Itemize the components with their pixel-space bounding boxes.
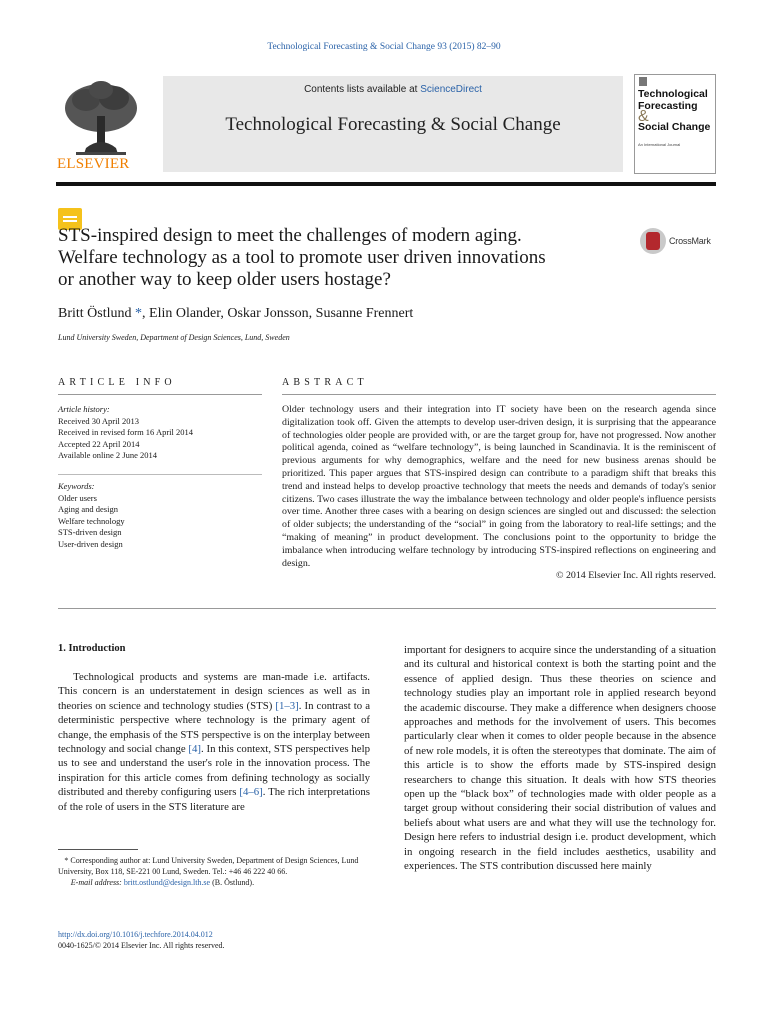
text-run: . In this context, STS perspectives help us to see and understand the user's role in the innovation process. The inspiration for this article comes from defining technology as socially distributed and thereby configuring users [58,743,370,799]
title-line-1: STS-inspired design to meet the challenges of modern aging. [58,225,522,246]
author-list [58,306,413,322]
article-title [58,225,618,291]
cover-line-1: Technological [638,88,708,100]
keyword-item: Welfare technology [58,515,125,526]
keyword-item: Aging and design [58,504,118,514]
keyword-item: STS-driven design [58,527,122,537]
doi-link[interactable]: http://dx.doi.org/10.1016/j.techfore.2014.04.012 [58,930,213,939]
corresponding-star[interactable]: * [131,306,143,321]
cover-title [638,89,710,134]
abstract-body [282,404,716,583]
history-online: Available online 2 June 2014 [58,450,157,460]
body-column-left [58,670,370,814]
journal-banner [163,76,623,172]
contents-prefix: Contents lists available at [304,84,421,95]
text-run: . The rich interpretations of the role of users in the STS literature are [58,786,370,813]
abstract-bottom-rule [58,608,716,609]
publisher-name: ELSEVIER [57,156,130,172]
abstract-heading: ABSTRACT [282,377,368,388]
article-history [58,404,262,462]
history-revised: Received in revised form 16 April 2014 [58,427,194,437]
doi-block [58,930,225,952]
corresponding-author-note: * Corresponding author at: Lund University Sweden, Department of Design Sciences, Lund University, Box 118, SE-221 00 Lund, Sweden. Tel.: +46 46 222 40 66. [58,856,359,876]
abstract-copyright: © 2014 Elsevier Inc. All rights reserved. [556,570,716,582]
history-label: Article history: [58,404,110,414]
keyword-item: User-driven design [58,538,123,549]
journal-reference[interactable]: Technological Forecasting & Social Change 93 (2015) 82–90 [267,42,501,52]
history-received: Received 30 April 2013 [58,415,139,426]
author-corresponding[interactable]: Britt Östlund [58,306,132,321]
keywords [58,481,262,550]
email-suffix: (B. Östlund). [210,877,255,887]
journal-cover-thumbnail[interactable] [634,74,716,174]
citation-link[interactable]: [4–6] [239,786,263,799]
affiliation: Lund University Sweden, Department of Design Sciences, Lund, Sweden [58,333,290,342]
keywords-label: Keywords: [58,481,95,491]
sciencedirect-link[interactable]: ScienceDirect [420,84,482,95]
abstract-rule [282,394,716,395]
abstract-text: Older technology users and their integration into IT society have been on the research agenda since digitalization took off. Given the attempts to develop user-driven design, it is surprising that the appearance of technologies older people are provided with, or are the target group for, have not progressed. Now another political agenda, coined as “welfare technology”, is being launched in Scandinavia. It is the reminiscent of previous arguments for why demographics, welfare and the need for new business arenas should be prioritized. This paper argues that STS-inspired design can contribute to a paradigm shift that breaks this trend and instead helps to develop proactive technology that meets the needs and demands of today's senior citizens. Two cases illustrate the way the imbalance between technology and older people's influence persists over time. Another three cases with a bearing on design sciences are singled out and discussed: the selection of older subjects; the understanding of the “social” in going from the laboratory to real-life settings; and the “making of meaning” in product development. The conclusions point to the opportunity to bridge the imbalance when introducing welfare technology by introducing STS-inspired reflections on engineering and design. [282,404,716,569]
text-run: Technological products and systems are man-made i.e. artifacts. This concern is an understatement in design sciences as well as in theories on science and technology studies (STS) [58,671,370,712]
issn-line: 0040-1625/© 2014 Elsevier Inc. All rights reserved. [58,940,225,950]
cover-small-logo [639,77,649,87]
article-info-rule [58,394,262,395]
crossmark-label: CrossMark [669,236,711,246]
title-line-2: Welfare technology as a tool to promote user driven innovations [58,247,546,268]
title-line-3: or another way to keep older users hostage? [58,269,391,290]
intro-paragraph-continued: important for designers to acquire since the understanding of a situation and its cultural and historical context is both the starting point and the essence of applied design. Thus these theories on science and technology studies play an important role in applied research beyond the academic discourse. They make a difference when designers choose approaches and methods for the involvement of users. This becomes particularly clear when it comes to older people because in the absence of new role models, it is often the stereotypes that dominate. The aim of this article is to show the efforts made by STS-inspired design researchers to change this situation. It deals with how STS theories open up the “black box” of technologies made with older people as a target group without considering their social distribution of values and beliefs about what users are and what they will use the technology for. Design here refers to industrial design i.e. product development, which in ongoing research in the field includes aesthetics, usability and experiences. The STS contribution discussed here mainly [404,644,716,873]
body-column-right [404,643,716,874]
section-heading-introduction: 1. Introduction [58,643,126,654]
article-info-heading: ARTICLE INFO [58,377,176,388]
authors-rest: , Elin Olander, Oskar Jonsson, Susanne Frennert [142,306,414,321]
email-label: E-mail address: [70,877,124,887]
citation-link[interactable]: [4] [188,743,202,756]
author-email-link[interactable]: britt.ostlund@design.lth.se [123,877,211,887]
cover-subtitle: An International Journal [638,142,681,147]
intro-paragraph-1 [58,670,370,814]
cover-line-4: Social Change [638,121,711,133]
cover-line-2: Forecasting [638,99,698,112]
keyword-item: Older users [58,492,97,503]
keywords-rule [58,474,262,475]
journal-title: Technological Forecasting & Social Change [225,114,561,135]
citation-link[interactable]: [1–3] [275,699,299,712]
header-rule [56,182,716,186]
footnote-rule [58,849,138,850]
cover-line-3: & [638,108,649,125]
history-accepted: Accepted 22 April 2014 [58,438,140,449]
text-run: . In contrast to a deterministic perspective where technology is the primary agent of change, the emphasis of the STS perspective is on the interplay between technology and social change [58,699,371,756]
crossmark-icon [640,228,666,254]
footnote [58,856,370,888]
contents-line [163,84,623,95]
crossmark-badge[interactable] [640,228,730,256]
